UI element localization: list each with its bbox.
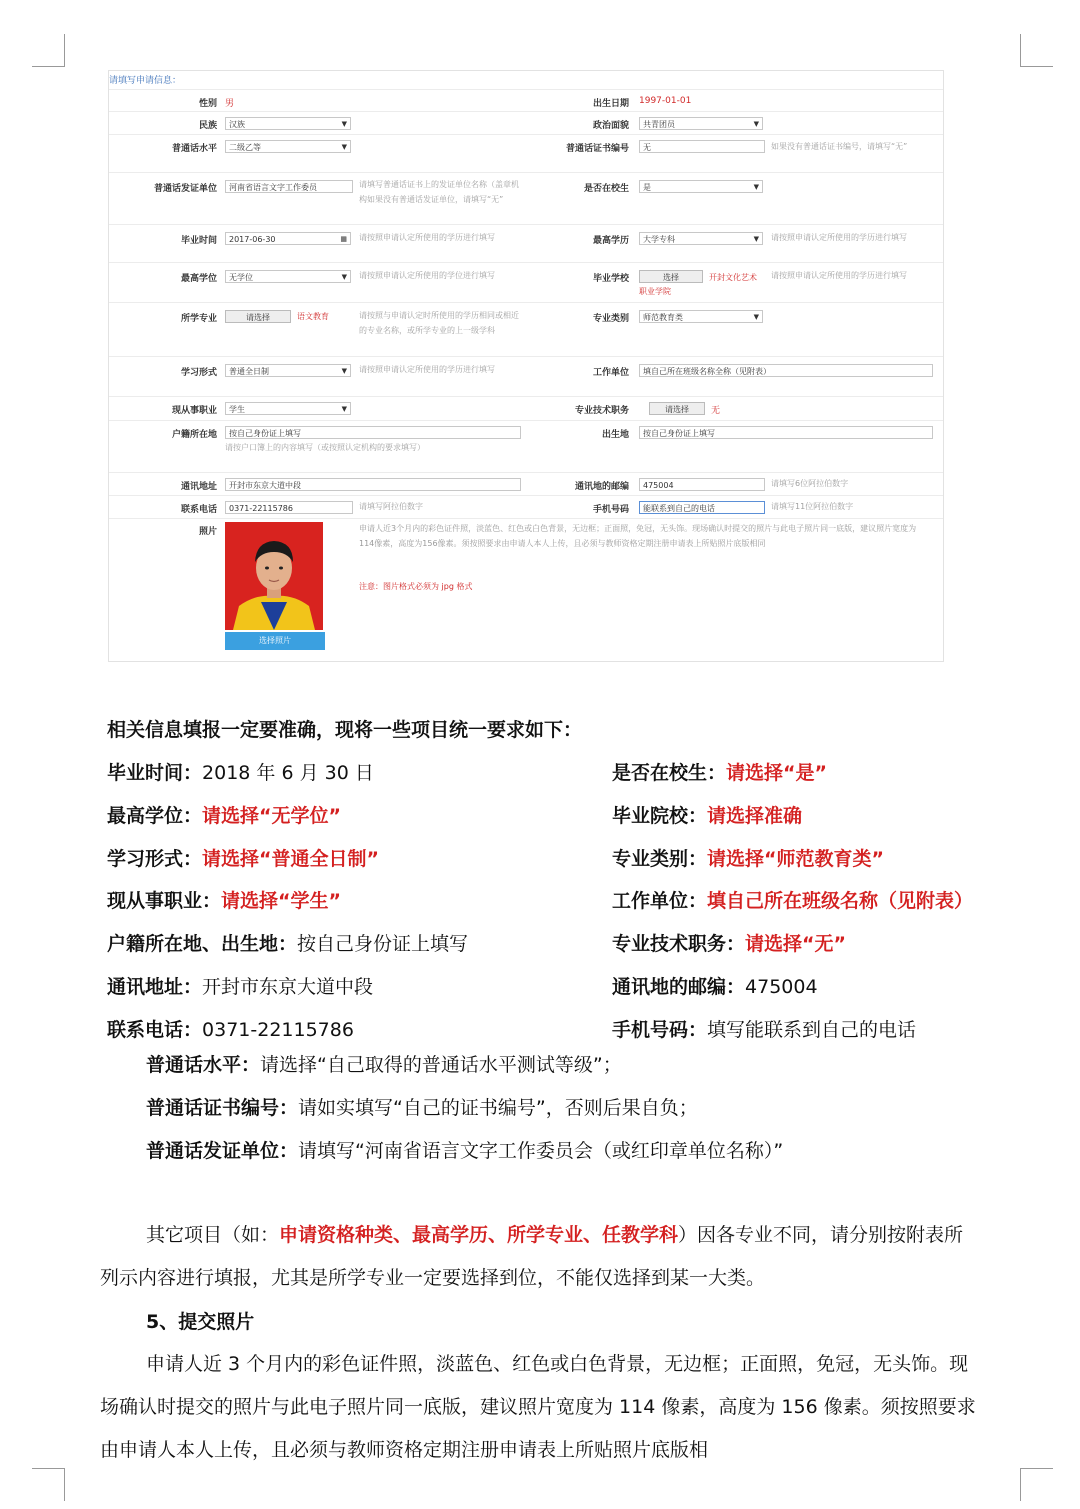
photo-hint: 申请人近3个月内的彩色证件照，淡蓝色、红色或白色背景，无边框；正面照，免冠，无头饰。现场确认时提交的照片与此电子照片同一底版，建议照片宽度为114像素，高度为156像素。须按照要求由申请人本人上传，且必须与教师资格定期注册申请表上所贴照片底版相同 — [359, 524, 917, 548]
grad-date-label: 毕业时间 — [180, 236, 217, 246]
occupation-select[interactable]: 学生 ▼ — [225, 402, 351, 415]
req-left-1: 最高学位：请选择“无学位” — [107, 805, 341, 827]
page-corner-mark — [32, 1468, 65, 1501]
major-cat-label: 专业类别 — [592, 314, 629, 324]
req-left-6: 联系电话：0371-22115786 — [107, 1019, 354, 1041]
mobile-input[interactable]: 能联系到自己的电话 — [639, 501, 765, 514]
choose-photo-button[interactable]: 选择照片 — [225, 632, 325, 650]
mandarin-cert-label: 普通话证书编号 — [565, 144, 629, 154]
chevron-down-icon: ▼ — [753, 183, 759, 191]
mandarin-cert-hint: 如果没有普通话证书编号，请填写“无” — [771, 142, 908, 151]
form-row — [109, 356, 943, 397]
gender-value: 男 — [225, 99, 235, 109]
req-left-5: 通讯地址：开封市东京大道中段 — [107, 976, 374, 998]
highest-edu-hint: 请按照申请认定所使用的学历进行填写 — [771, 233, 907, 242]
req-left-4: 户籍所在地、出生地：按自己身份证上填写 — [107, 933, 469, 955]
form-row — [109, 472, 943, 496]
major-cat-select[interactable]: 师范教育类 ▼ — [639, 310, 763, 323]
photo-requirements-paragraph: 申请人近 3 个月内的彩色证件照，淡蓝色、红色或白色背景，无边框；正面照，免冠，无头饰。现场确认时提交的照片与此电子照片同一底版，建议照片宽度为 114 像素，高度为 156 像素。须按照要求由申请人本人上传，且必须与教师资格定期注册申请表上所贴照片底版相 — [100, 1353, 976, 1461]
title-label: 专业技术职务 — [574, 406, 629, 416]
chevron-down-icon: ▼ — [753, 120, 759, 128]
mandarin-issuer-label: 普通话发证单位 — [153, 184, 217, 194]
form-row — [109, 302, 943, 357]
in-school-select[interactable]: 是 ▼ — [639, 180, 763, 193]
chevron-down-icon: ▼ — [753, 235, 759, 243]
birthplace-label: 出生地 — [601, 430, 629, 440]
photo-label: 照片 — [198, 527, 217, 537]
req-right-1: 毕业院校：请选择准确 — [612, 805, 803, 827]
politics-select[interactable]: 共青团员 ▼ — [639, 117, 763, 130]
major-label: 所学专业 — [180, 314, 217, 324]
photo-format-warning: 注意：图片格式必须为 jpg 格式 — [359, 582, 473, 591]
study-form-select[interactable]: 普通全日制 ▼ — [225, 364, 351, 377]
hukou-input[interactable]: 按自己身份证上填写 — [225, 426, 521, 439]
mandarin-issuer-hint: 请填写普通话证书上的发证单位名称（盖章机构如果没有普通话发证单位，请填写“无” — [359, 180, 519, 204]
birthdate-value: 1997-01-01 — [639, 96, 692, 106]
phone-label: 联系电话 — [180, 505, 217, 515]
chevron-down-icon: ▼ — [341, 120, 347, 128]
grad-school-label: 毕业学校 — [592, 274, 629, 284]
in-school-label: 是否在校生 — [583, 184, 629, 194]
study-form-label: 学习形式 — [180, 368, 217, 378]
birthdate-label: 出生日期 — [592, 99, 629, 109]
form-header: 请填写申请信息： — [109, 76, 182, 86]
highest-edu-select[interactable]: 大学专科 ▼ — [639, 232, 763, 245]
phone-hint: 请填写阿拉伯数字 — [359, 502, 423, 511]
mandarin-req-2: 普通话发证单位：请填写“河南省语言文字工作委员会（或红印章单位名称）” — [146, 1140, 784, 1162]
grad-school-select-button[interactable]: 选择 — [639, 270, 703, 283]
hukou-hint: 请按户口簿上的内容填写（或按照认定机构的要求填写） — [225, 443, 425, 452]
major-select-button[interactable]: 请选择 — [225, 310, 291, 323]
form-row — [109, 111, 943, 135]
address-label: 通讯地址 — [180, 482, 217, 492]
form-row — [109, 262, 943, 303]
mandarin-req-1: 普通话证书编号：请如实填写“自己的证书编号”，否则后果自负； — [146, 1097, 698, 1119]
req-right-0: 是否在校生：请选择“是” — [612, 762, 827, 784]
other-items-paragraph: 其它项目（如：申请资格种类、最高学历、所学专业、任教学科）因各专业不同，请分别按附表所列示内容进行填报，尤其是所学专业一定要选择到位，不能仅选择到某一大类。 — [100, 1224, 964, 1289]
postcode-hint: 请填写6位阿拉伯数字 — [771, 479, 849, 488]
major-hint: 请按照与申请认定时所使用的学历相同或相近的专业名称，或所学专业的上一级学科 — [359, 311, 519, 335]
form-row — [109, 172, 943, 225]
applicant-photo-image — [225, 522, 323, 630]
employer-input[interactable]: 填自己所在班级名称全称（见附表） — [639, 364, 933, 377]
req-left-3: 现从事职业：请选择“学生” — [107, 890, 341, 912]
section-5-heading: 5、提交照片 — [146, 1311, 255, 1333]
applicant-photo — [225, 522, 323, 630]
mobile-hint: 请填写11位阿拉伯数字 — [771, 502, 854, 511]
address-input[interactable]: 开封市东京大道中段 — [225, 478, 521, 491]
highest-degree-hint: 请按照申请认定所使用的学位进行填写 — [359, 271, 495, 280]
req-left-2: 学习形式：请选择“普通全日制” — [107, 848, 379, 870]
req-right-2: 专业类别：请选择“师范教育类” — [612, 848, 884, 870]
form-row — [109, 396, 943, 421]
title-value: 无 — [711, 406, 721, 416]
birthplace-input[interactable]: 按自己身份证上填写 — [639, 426, 933, 439]
grad-date-input[interactable]: 2017-06-30 ▦ — [225, 232, 351, 245]
postcode-input[interactable]: 475004 — [639, 478, 765, 491]
req-right-6: 手机号码：填写能联系到自己的电话 — [612, 1019, 917, 1041]
mobile-label: 手机号码 — [592, 505, 629, 515]
chevron-down-icon: ▼ — [341, 367, 347, 375]
mandarin-level-select[interactable]: 二级乙等 ▼ — [225, 140, 351, 153]
ethnicity-label: 民族 — [198, 121, 217, 131]
postcode-label: 通讯地的邮编 — [574, 482, 629, 492]
page-corner-mark — [1020, 34, 1053, 67]
ethnicity-select[interactable]: 汉族 ▼ — [225, 117, 351, 130]
req-right-4: 专业技术职务：请选择“无” — [612, 933, 846, 955]
mandarin-level-label: 普通话水平 — [171, 144, 217, 154]
grad-date-hint: 请按照申请认定所使用的学历进行填写 — [359, 233, 495, 242]
application-form-screenshot — [108, 70, 944, 662]
form-row — [109, 89, 943, 112]
phone-input[interactable]: 0371-22115786 — [225, 501, 353, 514]
mandarin-req-0: 普通话水平：请选择“自己取得的普通话水平测试等级”； — [146, 1054, 622, 1076]
chevron-down-icon: ▼ — [341, 143, 347, 151]
req-left-0: 毕业时间：2018 年 6 月 30 日 — [107, 762, 374, 784]
form-row — [109, 420, 943, 473]
instructions-intro: 相关信息填报一定要准确，现将一些项目统一要求如下： — [107, 719, 583, 741]
form-row — [109, 134, 943, 173]
form-row — [109, 224, 943, 263]
chevron-down-icon: ▼ — [753, 313, 759, 321]
title-select-button[interactable]: 请选择 — [649, 402, 705, 415]
req-right-3: 工作单位：填自己所在班级名称（见附表） — [612, 890, 974, 912]
employer-label: 工作单位 — [592, 368, 629, 378]
page-corner-mark — [1020, 1468, 1053, 1501]
occupation-label: 现从事职业 — [171, 406, 217, 416]
page-corner-mark — [32, 34, 65, 67]
highest-degree-label: 最高学位 — [180, 274, 217, 284]
mandarin-issuer-input[interactable]: 河南省语言文字工作委员 — [225, 180, 353, 193]
hukou-label: 户籍所在地 — [171, 430, 217, 440]
study-form-hint: 请按照申请认定所使用的学历进行填写 — [359, 365, 495, 374]
grad-school-value: 开封文化艺术职业学院 — [639, 273, 757, 296]
chevron-down-icon: ▼ — [341, 273, 347, 281]
politics-label: 政治面貌 — [592, 121, 629, 131]
chevron-down-icon: ▼ — [341, 405, 347, 413]
req-right-5: 通讯地的邮编：475004 — [612, 976, 818, 998]
form-row — [109, 495, 943, 519]
highest-degree-select[interactable]: 无学位 ▼ — [225, 270, 351, 283]
gender-label: 性别 — [198, 99, 217, 109]
calendar-icon[interactable]: ▦ — [340, 235, 347, 243]
grad-school-hint: 请按照申请认定所使用的学历进行填写 — [771, 271, 907, 280]
highest-edu-label: 最高学历 — [592, 236, 629, 246]
major-value: 语文教育 — [297, 312, 329, 321]
mandarin-cert-input[interactable]: 无 — [639, 140, 765, 153]
